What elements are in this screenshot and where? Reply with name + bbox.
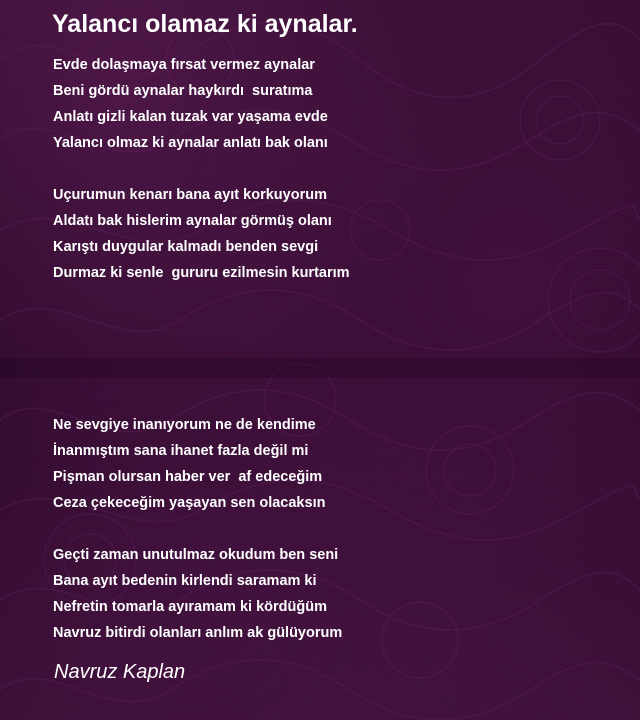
poem-line: Anlatı gizli kalan tuzak var yaşama evde [53, 109, 328, 125]
poem-line: Evde dolaşmaya fırsat vermez aynalar [53, 57, 315, 73]
poem-line: İnanmıştım sana ihanet fazla değil mi [53, 443, 309, 459]
poem-line: Nefretin tomarla ayıramam ki kördüğüm [53, 599, 327, 615]
poem-author: Navruz Kaplan [54, 661, 186, 683]
poem-line: Navruz bitirdi olanları anlım ak gülüyorum [53, 625, 343, 641]
poem-line: Bana ayıt bedenin kirlendi saramam ki [53, 573, 317, 589]
poem-line: Beni gördü aynalar haykırdı suratıma [53, 83, 313, 99]
poem-line: Durmaz ki senle gururu ezilmesin kurtarım [53, 265, 350, 281]
poem-line: Yalancı olmaz ki aynalar anlatı bak olanı [53, 135, 328, 151]
poem-line: Ne sevgiye inanıyorum ne de kendime [53, 417, 316, 433]
poem-line: Ceza çekeceğim yaşayan sen olacaksın [53, 495, 326, 511]
poem-line: Uçurumun kenarı bana ayıt korkuyorum [53, 187, 327, 203]
poem-line: Karıştı duygular kalmadı benden sevgi [53, 239, 319, 255]
poem-line: Geçti zaman unutulmaz okudum ben seni [53, 547, 339, 563]
poem-line: Aldatı bak hislerim aynalar görmüş olanı [53, 213, 332, 229]
poem-title: Yalancı olamaz ki aynalar. [52, 10, 358, 38]
poem-line: Pişman olursan haber ver af edeceğim [53, 469, 323, 485]
